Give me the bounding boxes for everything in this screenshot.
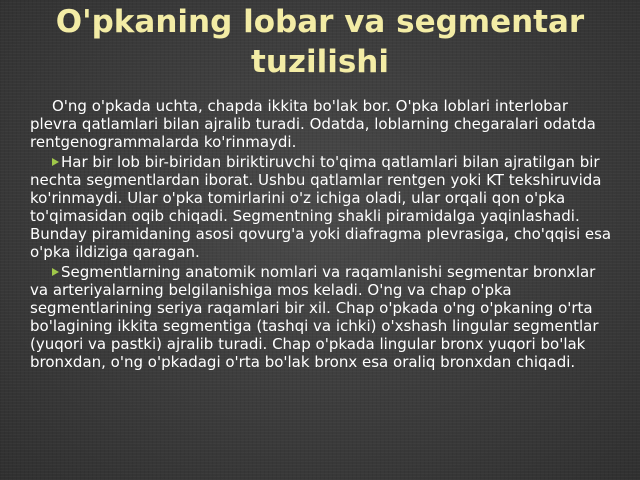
paragraph-segments-text: Har bir lob bir-biridan biriktiruvchi to'qima qatlamlari bilan ajratilgan bir nechta segmentlardan iborat. Ushbu qatlamlar rentgen yoki KT tekshiruvida ko'rinmaydi. Ular o'pka tomirlarini o'z ichiga oladi, ular orqali qon o'pka to'qimasidan oqib chiqadi. Segmentning shakli piramidalga yaqinlashadi. Bunday piramidaning asosi qovurg'a yoki diafragma plevrasiga, cho'qqisi esa o'pka ildiziga qaragan. [30,153,612,261]
bullet-arrow-icon [52,158,59,166]
slide-title: O'pkaning lobar va segmentar tuzilishi [55,4,585,80]
slide-body [30,97,618,373]
paragraph-numbering-text: Segmentlarning anatomik nomlari va raqamlanishi segmentar bronxlar va arteriyalarning belgilanishiga mos keladi. O'ng va chap o'pka segmentlarining seriya raqamlari bir xil. Chap o'pkada o'ng o'pkaning o'rta bo'lagining ikkita segmentiga (tashqi va ichki) o'xshash lingular segmentlar (yuqori va pastki) ajralib turadi. Chap o'pkada lingular bronx yuqori bo'lak bronxdan, o'ng o'pkadagi o'rta bo'lak bronx esa oraliq bronxdan chiqadi. [30,263,599,371]
bullet-arrow-icon [52,268,59,276]
paragraph-segments [30,153,618,261]
paragraph-numbering [30,263,618,371]
paragraph-intro-text: O'ng o'pkada uchta, chapda ikkita bo'lak bor. O'pka loblari interlobar plevra qatlamlari bilan ajralib turadi. Odatda, loblarning chegaralari odatda rentgenogrammalarda ko'rinmaydi. [30,97,596,151]
paragraph-intro [30,97,618,151]
